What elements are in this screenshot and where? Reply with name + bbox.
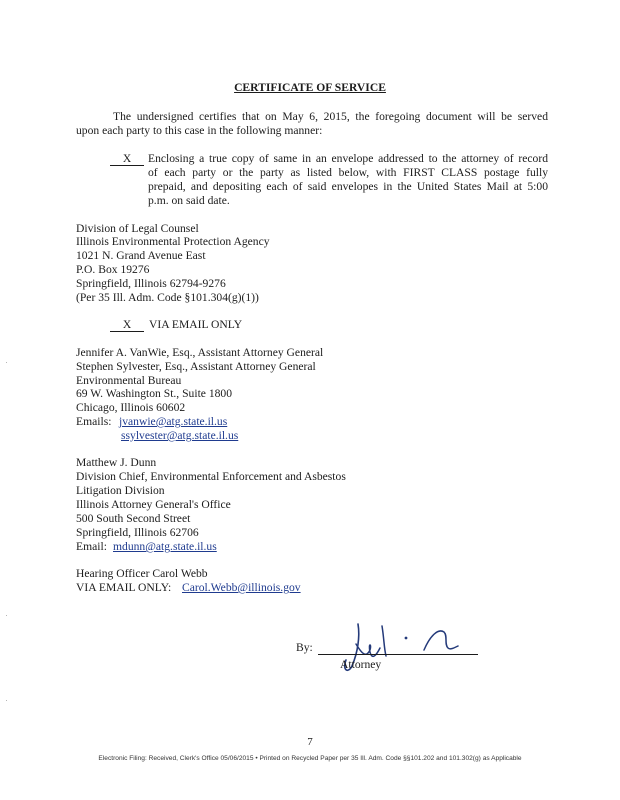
email-label-dunn: Email: (76, 540, 107, 553)
signature-line (318, 654, 478, 655)
address1-line: Division of Legal Counsel (76, 222, 199, 235)
mail-method-line-4: p.m. on said date. (148, 194, 230, 207)
email-method-mark: X (110, 318, 144, 332)
address2-line: Environmental Bureau (76, 374, 182, 387)
signature-by-label: By: (296, 641, 313, 654)
address1-line: (Per 35 Ill. Adm. Code §101.304(g)(1)) (76, 291, 259, 304)
address1-line: 1021 N. Grand Avenue East (76, 249, 206, 262)
address2-line: Jennifer A. VanWie, Esq., Assistant Attorney General (76, 346, 324, 359)
email-link-dunn[interactable]: mdunn@atg.state.il.us (113, 540, 217, 553)
emails-label: Emails: (76, 415, 112, 428)
hearing-officer-line: Hearing Officer Carol Webb (76, 567, 208, 580)
signature-role: Attorney (340, 658, 382, 671)
signature-dot (405, 637, 408, 640)
email-method-label: VIA EMAIL ONLY (149, 318, 243, 331)
address3-line: Litigation Division (76, 484, 165, 497)
address3-line: Division Chief, Environmental Enforcement and Asbestos (76, 470, 346, 483)
mail-method-line-3: prepaid, and depositing each of said envelopes in the United States Mail at 5:00 (148, 180, 548, 193)
footer-notice: Electronic Filing: Received, Clerk's Office 05/06/2015 • Printed on Recycled Paper per 35 Ill. Adm. Code §§101.202 and 101.302(g) as Applicable (98, 755, 522, 762)
email-link-sylvester[interactable]: ssylvester@atg.state.il.us (121, 429, 239, 442)
mail-method-mark: X (110, 152, 144, 166)
address1-line: Springfield, Illinois 62794-9276 (76, 277, 226, 290)
mail-method-line-1: Enclosing a true copy of same in an envelope addressed to the attorney of record (148, 152, 548, 165)
intro-line-1: The undersigned certifies that on May 6, 2015, the foregoing document will be served (113, 110, 548, 123)
address3-line: Illinois Attorney General's Office (76, 498, 231, 511)
email-link-webb[interactable]: Carol.Webb@illinois.gov (182, 581, 301, 594)
scan-mark (6, 615, 7, 616)
intro-line-2: upon each party to this case in the following manner: (76, 124, 323, 137)
hearing-email-label: VIA EMAIL ONLY: (76, 581, 172, 594)
email-link-vanwie[interactable]: jvanwie@atg.state.il.us (119, 415, 228, 428)
address2-line: Stephen Sylvester, Esq., Assistant Attorney General (76, 360, 316, 373)
certificate-title: CERTIFICATE OF SERVICE (234, 81, 386, 94)
address1-line: Illinois Environmental Protection Agency (76, 235, 270, 248)
address3-line: Springfield, Illinois 62706 (76, 526, 199, 539)
address3-line: 500 South Second Street (76, 512, 191, 525)
page-number: 7 (307, 736, 313, 748)
address2-line: Chicago, Illinois 60602 (76, 401, 186, 414)
address2-line: 69 W. Washington St., Suite 1800 (76, 387, 233, 400)
address1-line: P.O. Box 19276 (76, 263, 150, 276)
mail-method-line-2: of each party or the party as listed below, with FIRST CLASS postage fully (148, 166, 548, 179)
scan-mark (6, 700, 7, 701)
address3-line: Matthew J. Dunn (76, 456, 157, 469)
scan-mark (6, 362, 7, 363)
